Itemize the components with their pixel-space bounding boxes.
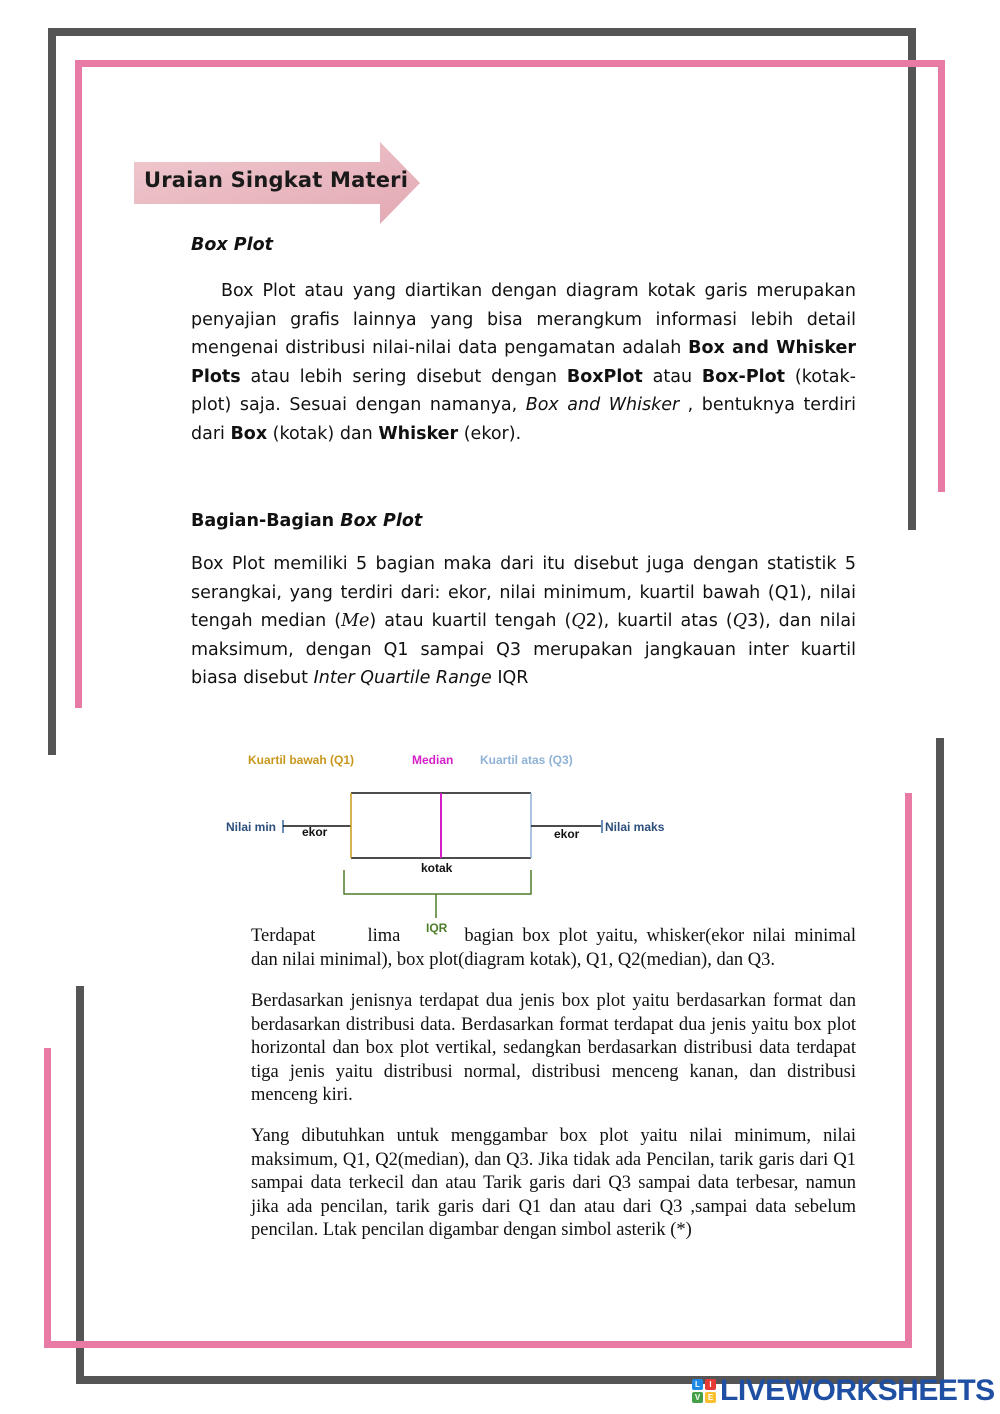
logo-grid-icon (692, 1379, 716, 1403)
label-iqr: IQR (426, 921, 448, 935)
frame-gray-right-upper (908, 28, 916, 530)
text-run: ) atau kuartil tengah ( (369, 611, 572, 631)
box-plot-diagram (220, 745, 680, 940)
math-run: Q (571, 611, 586, 631)
text-run: (kotak-plot) saja. Sesuai dengan namanya, (191, 366, 856, 415)
paragraph-cara-menggambar: Yang dibutuhkan untuk menggambar box plot yaitu nilai minimum, nilai maksimum, Q1, Q2(median), dan Q3. Jika tidak ada Pencilan, tarik garis dari Q1 sampai data terkecil dan atau Tarik garis dari Q3 sampai data terbesar, namun jika ada pencilan, tarik garis dari Q1 dan atau dari Q3 ,sampai data sebelum pencilan. Ltak pencilan digambar dengan simbol asterik (*) (251, 1126, 856, 1240)
frame-gray-top (48, 28, 916, 36)
paragraph-jenis: Berdasarkan jenisnya terdapat dua jenis box plot yaitu berdasarkan format dan berdasarkan distribusi data. Berdasarkan format terdapat dua jenis yaitu box plot horizontal dan box plot vertikal, sedangkan berdasarkan distribusi data terdapat tiga jenis yaitu distribusi normal, distribusi menceng kanan, dan distribusi menceng kiri. (251, 991, 856, 1105)
title-run: Bagian-Bagian (191, 511, 341, 531)
label-q3: Kuartil atas (Q3) (480, 753, 573, 767)
bold-run: Whisker (378, 423, 459, 444)
label-kotak: kotak (421, 861, 453, 875)
logo-letter-e: E (705, 1392, 716, 1403)
text-run: (kotak) dan (267, 423, 379, 444)
text-run: Box Plot memiliki 5 bagian maka dari itu disebut juga dengan statistik 5 serangkai, yang terdiri dari: ekor, nilai minimum, kuartil bawah (Q1), nilai tengah median ( (191, 554, 856, 631)
paragraph-definition (191, 277, 856, 448)
math-run: Me (341, 611, 370, 631)
italic-run: Inter Quartile Range (313, 668, 492, 688)
section-title-box-plot: Box Plot (191, 235, 273, 255)
frame-pink-left-lower (44, 1048, 51, 1348)
bold-run: Box (230, 423, 268, 444)
text-run: bagian box plot yaitu, whisker(ekor nilai minimal dan nilai minimal), box plot(diagram kotak), Q1, Q2(median), dan Q3. (251, 926, 856, 970)
header-title: Uraian Singkat Materi (144, 168, 409, 192)
frame-pink-top (75, 60, 945, 67)
logo-letter-l: L (692, 1379, 703, 1390)
text-run: 3), dan nilai maksimum, dengan Q1 sampai Q3 merupakan jangkauan inter kuartil biasa disebut (191, 611, 856, 688)
bold-run: Box-Plot (701, 366, 786, 387)
bold-run: Box and Whisker Plots (191, 338, 856, 387)
text-run: Terdapat (251, 926, 316, 946)
text-run: atau lebih sering disebut dengan (240, 366, 567, 387)
frame-pink-left-upper (75, 60, 82, 708)
section-title-bagian (191, 511, 422, 531)
label-ekor-right: ekor (554, 827, 580, 841)
logo-letter-v: V (692, 1392, 703, 1403)
text-run: Box Plot atau yang diartikan dengan diagram kotak garis merupakan penyajian grafis lainnya yang bisa merangkum informasi lebih detail mengenai distribusi nilai-nilai data pengamatan adalah (191, 281, 856, 358)
box-plot-svg (220, 745, 680, 940)
frame-pink-right-upper (938, 60, 945, 492)
frame-gray-left-upper (48, 28, 56, 755)
label-median: Median (412, 753, 454, 767)
logo-letter-i: I (705, 1379, 716, 1390)
title-italic-run: Box Plot (340, 511, 423, 531)
label-q1: Kuartil bawah (Q1) (248, 753, 355, 767)
frame-gray-left-lower (76, 986, 84, 1384)
text-run: , bentuknya terdiri dari (191, 395, 856, 444)
paragraph-bagian (191, 550, 856, 693)
frame-pink-bottom (44, 1341, 912, 1348)
text-run: atau (642, 366, 702, 387)
italic-run: Box and Whisker (525, 395, 680, 415)
label-max: Nilai maks (605, 820, 665, 834)
paragraph-lima-bagian (251, 925, 856, 972)
logo-text: LIVEWORKSHEETS (720, 1374, 995, 1407)
text-run: IQR (491, 668, 529, 688)
label-min: Nilai min (226, 820, 277, 834)
frame-gray-right-lower (936, 738, 944, 1384)
frame-pink-right-lower (905, 793, 912, 1348)
liveworksheets-logo (692, 1374, 995, 1408)
label-ekor-left: ekor (302, 825, 328, 839)
text-run: (ekor). (458, 423, 522, 444)
text-run: 2), kuartil atas ( (585, 611, 733, 631)
math-run: Q (732, 611, 748, 631)
bold-run: BoxPlot (566, 366, 643, 387)
text-run: lima (367, 926, 401, 946)
